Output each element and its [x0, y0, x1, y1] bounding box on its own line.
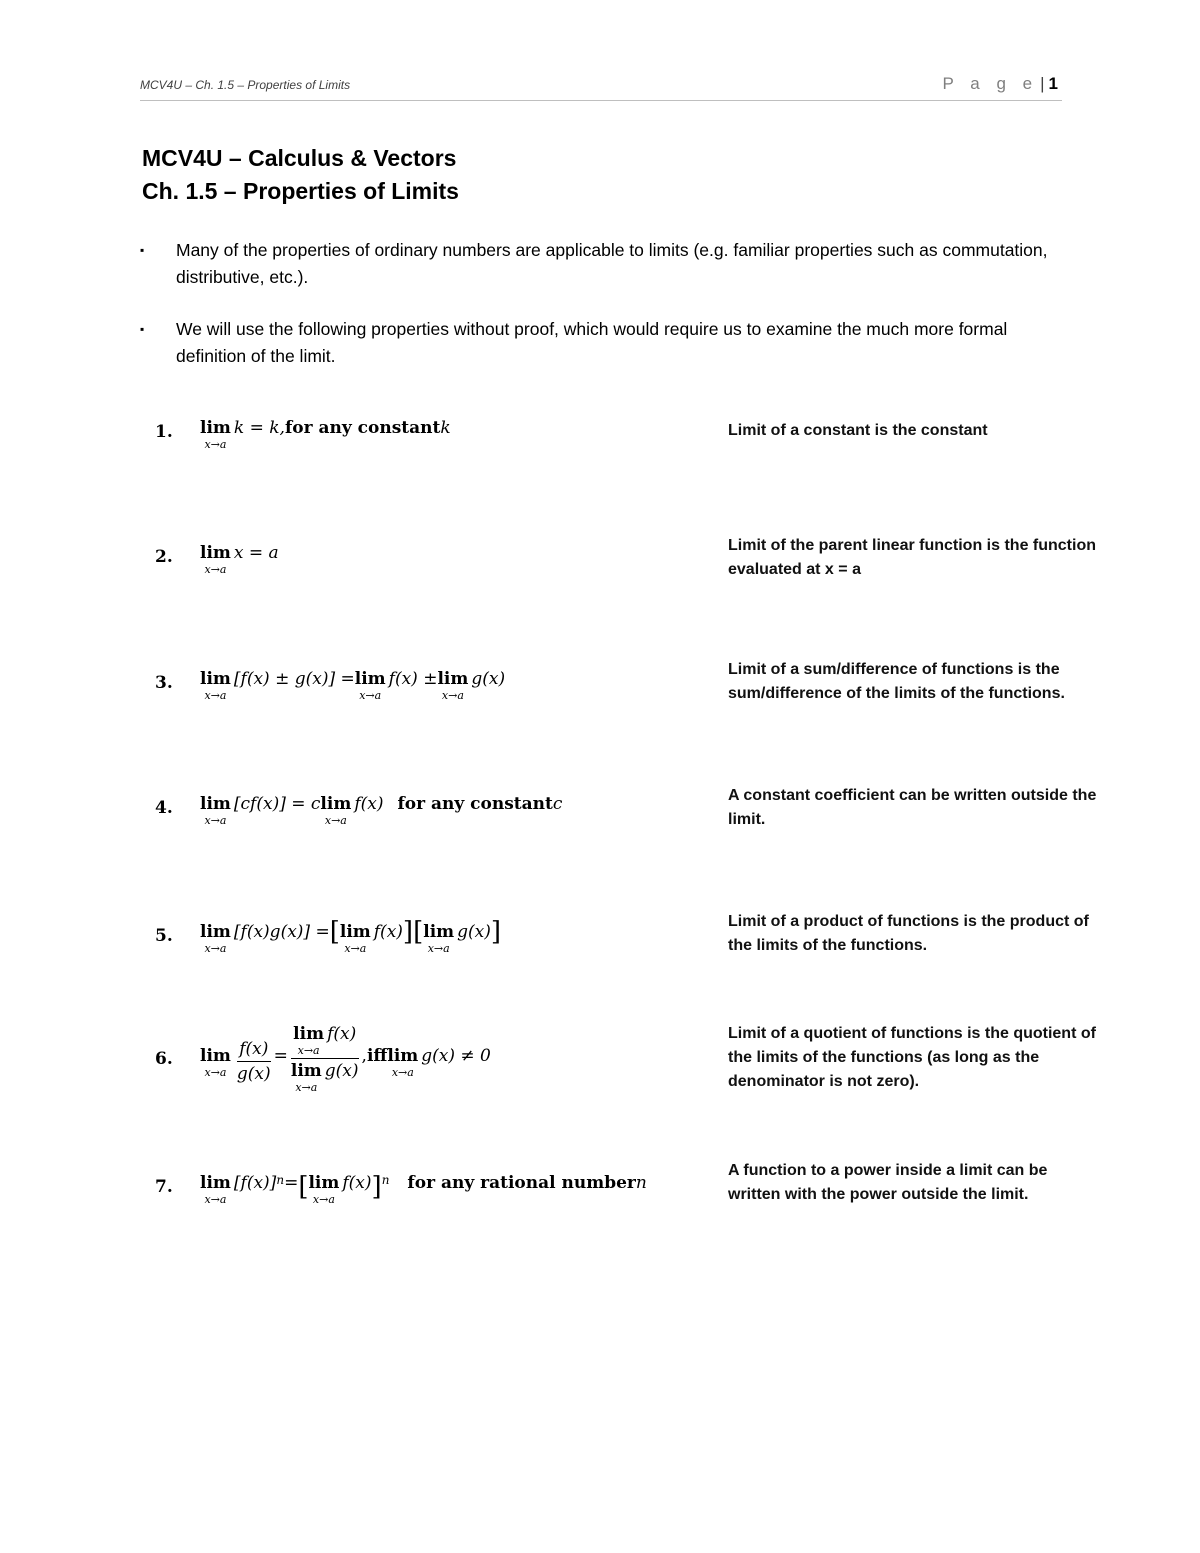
property-description: A function to a power inside a limit can be written with the power outside the limit.	[728, 1162, 1048, 1203]
property-formula: lim x→a $\frac{f(x)}{g(x)}$ = lim x→a f(x) lim x→a g(x) ,iff lim x→a g(x) ≠ 0	[200, 1024, 491, 1094]
property-description: Limit of a quotient of functions is the quotient of the limits of the functions (as long as the denominator is not zero).	[728, 1025, 1096, 1090]
doc-title: MCV4U – Calculus & Vectors	[142, 145, 457, 171]
property-number: 3.	[155, 673, 173, 693]
property-formula: lim x→a [f(x) ± g(x)] = lim x→a f(x) ± lim x→a g(x)	[200, 669, 506, 702]
property-description: A constant coefficient can be written outside the limit.	[728, 787, 1097, 828]
property-description: Limit of a sum/difference of functions is the sum/difference of the limits of the functions.	[728, 661, 1065, 702]
property-4	[140, 787, 1100, 854]
doc-subtitle: Ch. 1.5 – Properties of Limits	[142, 178, 459, 204]
header-title: MCV4U – Ch. 1.5 – Properties of Limits	[140, 78, 351, 92]
property-number: 2.	[155, 547, 173, 567]
property-description: Limit of a product of functions is the product of the limits of the functions.	[728, 913, 1089, 954]
property-number: 6.	[155, 1049, 173, 1069]
property-number: 4.	[155, 798, 173, 818]
bullet-text: We will use the following properties without proof, which would require us to examine the much more formal definition of the limit.	[176, 319, 1008, 366]
property-formula: lim x→a [cf(x)] = c lim x→a f(x) for any constantc	[200, 794, 563, 827]
bullet-text: Many of the properties of ordinary numbers are applicable to limits (e.g. familiar properties such as commutation, distributive, etc.).	[176, 240, 1048, 287]
property-1	[140, 418, 1100, 478]
property-number: 5.	[155, 926, 173, 946]
property-6	[140, 1024, 1100, 1104]
bullet-icon: ▪	[140, 243, 145, 257]
property-3	[140, 661, 1100, 729]
property-formula: lim x→a $[f(x)]^n=$[ lim x→a f(x)]$^n$ for any rational numbern	[200, 1172, 647, 1206]
page-label: P a g e	[942, 74, 1039, 93]
property-5	[140, 913, 1100, 982]
property-formula: lim x→a k = k,for any constantk	[200, 418, 451, 451]
property-7	[140, 1162, 1100, 1233]
property-number: 1.	[155, 422, 173, 442]
property-formula: lim x→a [f(x)g(x)] =[ lim x→a f(x)][ lim x→a g(x)]	[200, 917, 502, 955]
property-number: 7.	[155, 1177, 173, 1197]
property-formula: lim x→a x = a	[200, 543, 279, 576]
property-description: Limit of the parent linear function is the function evaluated at x = a	[728, 537, 1096, 578]
page-number: P a g e | 1	[942, 74, 1058, 93]
page-header	[140, 74, 1062, 101]
bullet-icon: ▪	[140, 322, 145, 336]
page-num: 1	[1048, 74, 1058, 93]
property-2	[140, 537, 1100, 603]
property-description: Limit of a constant is the constant	[728, 422, 988, 439]
